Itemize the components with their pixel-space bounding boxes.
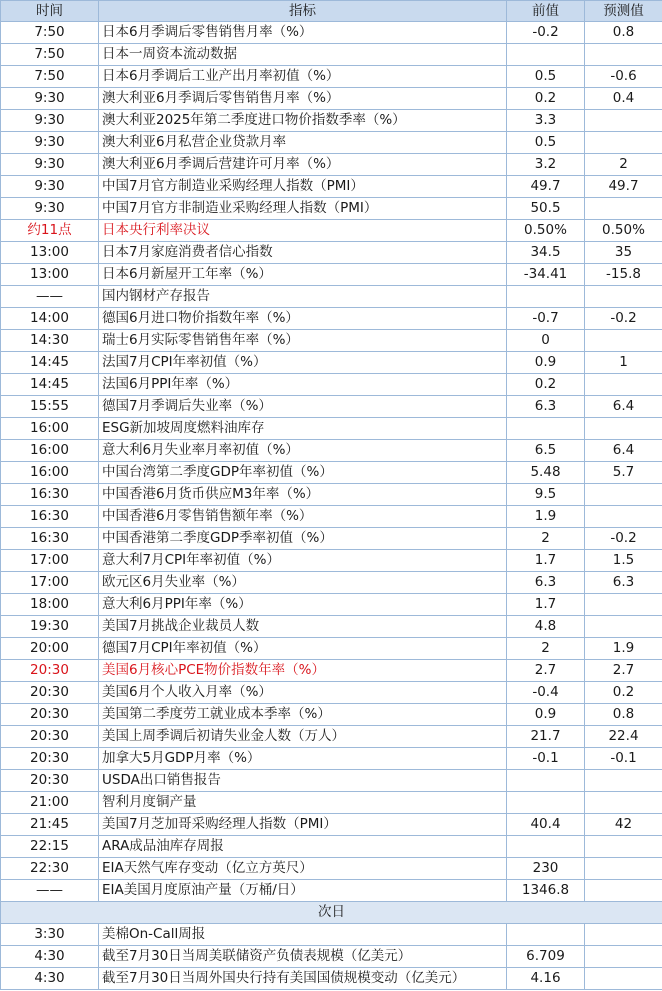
- row-time: ——: [1, 880, 99, 902]
- row-time: 14:30: [1, 330, 99, 352]
- table-row: [1, 616, 662, 638]
- row-forecast: 0.8: [585, 704, 662, 726]
- row-time: 17:00: [1, 572, 99, 594]
- table-row: [1, 242, 662, 264]
- row-previous: [507, 924, 585, 946]
- row-previous: 6.709: [507, 946, 585, 968]
- row-forecast: 1.9: [585, 638, 662, 660]
- row-time: 9:30: [1, 110, 99, 132]
- table-row: [1, 638, 662, 660]
- row-indicator: 中国7月官方非制造业采购经理人指数（PMI）: [99, 198, 507, 220]
- table-row: [1, 88, 662, 110]
- row-forecast: 6.4: [585, 440, 662, 462]
- row-time: 9:30: [1, 198, 99, 220]
- row-forecast: 1: [585, 352, 662, 374]
- row-forecast: [585, 484, 662, 506]
- row-previous: 0.9: [507, 352, 585, 374]
- table-row: [1, 572, 662, 594]
- row-previous: 0.5: [507, 66, 585, 88]
- table-row: [1, 374, 662, 396]
- row-forecast: 0.2: [585, 682, 662, 704]
- row-previous: [507, 286, 585, 308]
- row-time: 14:00: [1, 308, 99, 330]
- row-forecast: [585, 44, 662, 66]
- row-forecast: 42: [585, 814, 662, 836]
- row-previous: 1.9: [507, 506, 585, 528]
- row-indicator: 美国第二季度劳工就业成本季率（%）: [99, 704, 507, 726]
- row-indicator: 中国台湾第二季度GDP年率初值（%）: [99, 462, 507, 484]
- row-previous: 1.7: [507, 550, 585, 572]
- row-indicator: 日本6月季调后工业产出月率初值（%）: [99, 66, 507, 88]
- row-previous: 0.50%: [507, 220, 585, 242]
- row-previous: 3.2: [507, 154, 585, 176]
- row-indicator: ESG新加坡周度燃料油库存: [99, 418, 507, 440]
- row-forecast: 2: [585, 154, 662, 176]
- row-time: 4:30: [1, 946, 99, 968]
- table-row: [1, 660, 662, 682]
- row-indicator: 美国7月挑战企业裁员人数: [99, 616, 507, 638]
- table-row: [1, 176, 662, 198]
- row-forecast: 0.8: [585, 22, 662, 44]
- row-indicator: 日本6月新屋开工年率（%）: [99, 264, 507, 286]
- row-time: 19:30: [1, 616, 99, 638]
- header-row: [1, 1, 662, 22]
- table-row: [1, 264, 662, 286]
- row-indicator: 日本6月季调后零售销售月率（%）: [99, 22, 507, 44]
- row-time: 7:50: [1, 44, 99, 66]
- table-row: [1, 792, 662, 814]
- row-forecast: 1.5: [585, 550, 662, 572]
- row-forecast: 22.4: [585, 726, 662, 748]
- header-previous: 前值: [507, 1, 585, 22]
- row-previous: 2: [507, 528, 585, 550]
- table-row: [1, 418, 662, 440]
- header-time: 时间: [1, 1, 99, 22]
- table-row: [1, 814, 662, 836]
- row-indicator: 澳大利亚2025年第二季度进口物价指数季率（%）: [99, 110, 507, 132]
- row-indicator: 中国香港6月零售销售额年率（%）: [99, 506, 507, 528]
- row-previous: 0.5: [507, 132, 585, 154]
- row-indicator: 澳大利亚6月私营企业贷款月率: [99, 132, 507, 154]
- row-previous: 2: [507, 638, 585, 660]
- row-time: 20:30: [1, 704, 99, 726]
- row-previous: 6.3: [507, 572, 585, 594]
- row-indicator: 德国6月进口物价指数年率（%）: [99, 308, 507, 330]
- row-previous: 5.48: [507, 462, 585, 484]
- row-indicator: 截至7月30日当周美联储资产负债表规模（亿美元）: [99, 946, 507, 968]
- row-previous: 4.16: [507, 968, 585, 990]
- row-forecast: [585, 616, 662, 638]
- row-time: 16:00: [1, 462, 99, 484]
- table-row: [1, 682, 662, 704]
- row-previous: [507, 836, 585, 858]
- row-forecast: [585, 858, 662, 880]
- row-forecast: 35: [585, 242, 662, 264]
- row-indicator: 美国上周季调后初请失业金人数（万人）: [99, 726, 507, 748]
- row-forecast: [585, 330, 662, 352]
- row-time: 14:45: [1, 374, 99, 396]
- row-time: 16:00: [1, 418, 99, 440]
- row-time: 7:50: [1, 22, 99, 44]
- row-previous: 0.2: [507, 88, 585, 110]
- row-indicator: 日本7月家庭消费者信心指数: [99, 242, 507, 264]
- table-row: [1, 198, 662, 220]
- table-row: [1, 880, 662, 902]
- row-previous: 1.7: [507, 594, 585, 616]
- table-row: [1, 726, 662, 748]
- row-time: 约11点: [1, 220, 99, 242]
- row-forecast: [585, 836, 662, 858]
- row-indicator: EIA天然气库存变动（亿立方英尺）: [99, 858, 507, 880]
- table-row: [1, 154, 662, 176]
- row-indicator: 瑞士6月实际零售销售年率（%）: [99, 330, 507, 352]
- row-time: 20:30: [1, 770, 99, 792]
- row-forecast: [585, 506, 662, 528]
- row-previous: 0.2: [507, 374, 585, 396]
- table-row: [1, 66, 662, 88]
- table-row: [1, 550, 662, 572]
- row-previous: [507, 44, 585, 66]
- table-row: [1, 528, 662, 550]
- table-row: [1, 704, 662, 726]
- row-time: 21:00: [1, 792, 99, 814]
- row-previous: 21.7: [507, 726, 585, 748]
- row-forecast: 2.7: [585, 660, 662, 682]
- row-time: 20:30: [1, 682, 99, 704]
- section-row-next-day: [1, 902, 662, 924]
- row-forecast: [585, 198, 662, 220]
- row-previous: 1346.8: [507, 880, 585, 902]
- row-time: 20:30: [1, 660, 99, 682]
- row-indicator: 法国6月PPI年率（%）: [99, 374, 507, 396]
- row-time: 16:30: [1, 528, 99, 550]
- row-indicator: 美国7月芝加哥采购经理人指数（PMI）: [99, 814, 507, 836]
- row-time: 9:30: [1, 132, 99, 154]
- row-previous: 49.7: [507, 176, 585, 198]
- row-time: 3:30: [1, 924, 99, 946]
- row-previous: [507, 770, 585, 792]
- row-forecast: [585, 968, 662, 990]
- row-indicator: 截至7月30日当周外国央行持有美国国债规模变动（亿美元）: [99, 968, 507, 990]
- row-time: 20:30: [1, 726, 99, 748]
- row-previous: 0.9: [507, 704, 585, 726]
- row-time: 16:30: [1, 506, 99, 528]
- table-row: [1, 110, 662, 132]
- row-indicator: ARA成品油库存周报: [99, 836, 507, 858]
- row-previous: 40.4: [507, 814, 585, 836]
- table-row: [1, 22, 662, 44]
- table-row: [1, 286, 662, 308]
- row-forecast: [585, 924, 662, 946]
- row-previous: 34.5: [507, 242, 585, 264]
- row-indicator: 美国6月个人收入月率（%）: [99, 682, 507, 704]
- header-indicator: 指标: [99, 1, 507, 22]
- row-time: 22:30: [1, 858, 99, 880]
- table-row: [1, 924, 662, 946]
- table-row: [1, 594, 662, 616]
- row-time: ——: [1, 286, 99, 308]
- row-forecast: -0.2: [585, 308, 662, 330]
- row-previous: 0: [507, 330, 585, 352]
- row-previous: [507, 418, 585, 440]
- row-previous: 6.3: [507, 396, 585, 418]
- row-previous: 230: [507, 858, 585, 880]
- row-time: 17:00: [1, 550, 99, 572]
- row-forecast: [585, 594, 662, 616]
- row-time: 16:00: [1, 440, 99, 462]
- row-indicator: 澳大利亚6月季调后营建许可月率（%）: [99, 154, 507, 176]
- row-time: 13:00: [1, 264, 99, 286]
- row-previous: -0.1: [507, 748, 585, 770]
- row-indicator: 德国7月季调后失业率（%）: [99, 396, 507, 418]
- row-time: 16:30: [1, 484, 99, 506]
- table-row: [1, 748, 662, 770]
- row-time: 9:30: [1, 176, 99, 198]
- row-indicator: 国内钢材产存报告: [99, 286, 507, 308]
- row-indicator: 欧元区6月失业率（%）: [99, 572, 507, 594]
- row-forecast: [585, 132, 662, 154]
- table-row: [1, 396, 662, 418]
- row-forecast: [585, 880, 662, 902]
- row-time: 20:30: [1, 748, 99, 770]
- row-indicator: 美棉On-Call周报: [99, 924, 507, 946]
- row-previous: -0.2: [507, 22, 585, 44]
- row-indicator: 中国7月官方制造业采购经理人指数（PMI）: [99, 176, 507, 198]
- table-row: [1, 44, 662, 66]
- table-row: [1, 462, 662, 484]
- row-indicator: 意大利6月PPI年率（%）: [99, 594, 507, 616]
- table-row: [1, 484, 662, 506]
- row-forecast: -0.2: [585, 528, 662, 550]
- row-time: 13:00: [1, 242, 99, 264]
- row-previous: 50.5: [507, 198, 585, 220]
- row-time: 22:15: [1, 836, 99, 858]
- table-row: [1, 858, 662, 880]
- table-row: [1, 836, 662, 858]
- section-label: 次日: [1, 902, 662, 924]
- row-forecast: [585, 770, 662, 792]
- table-row: [1, 330, 662, 352]
- row-indicator: 澳大利亚6月季调后零售销售月率（%）: [99, 88, 507, 110]
- row-indicator: 日本央行利率决议: [99, 220, 507, 242]
- row-forecast: 6.4: [585, 396, 662, 418]
- row-indicator: 加拿大5月GDP月率（%）: [99, 748, 507, 770]
- row-forecast: 5.7: [585, 462, 662, 484]
- table-row: [1, 132, 662, 154]
- row-time: 9:30: [1, 88, 99, 110]
- row-forecast: 0.4: [585, 88, 662, 110]
- table-row: [1, 506, 662, 528]
- row-forecast: [585, 286, 662, 308]
- table-row: [1, 946, 662, 968]
- row-forecast: [585, 418, 662, 440]
- table-row: [1, 440, 662, 462]
- table-row: [1, 352, 662, 374]
- row-indicator: 日本一周资本流动数据: [99, 44, 507, 66]
- row-forecast: [585, 946, 662, 968]
- row-previous: 3.3: [507, 110, 585, 132]
- row-time: 20:00: [1, 638, 99, 660]
- row-indicator: 法国7月CPI年率初值（%）: [99, 352, 507, 374]
- row-indicator: 智利月度铜产量: [99, 792, 507, 814]
- row-previous: 4.8: [507, 616, 585, 638]
- row-indicator: 意大利7月CPI年率初值（%）: [99, 550, 507, 572]
- row-previous: -34.41: [507, 264, 585, 286]
- row-indicator: 中国香港第二季度GDP季率初值（%）: [99, 528, 507, 550]
- header-forecast: 预测值: [585, 1, 662, 22]
- row-forecast: [585, 792, 662, 814]
- row-indicator: 意大利6月失业率月率初值（%）: [99, 440, 507, 462]
- row-previous: [507, 792, 585, 814]
- table-row: [1, 770, 662, 792]
- row-time: 14:45: [1, 352, 99, 374]
- row-time: 18:00: [1, 594, 99, 616]
- row-indicator: 德国7月CPI年率初值（%）: [99, 638, 507, 660]
- row-forecast: 6.3: [585, 572, 662, 594]
- row-forecast: [585, 110, 662, 132]
- row-forecast: [585, 374, 662, 396]
- row-previous: 2.7: [507, 660, 585, 682]
- row-previous: -0.7: [507, 308, 585, 330]
- row-indicator: USDA出口销售报告: [99, 770, 507, 792]
- row-forecast: -0.6: [585, 66, 662, 88]
- row-forecast: 49.7: [585, 176, 662, 198]
- row-previous: 6.5: [507, 440, 585, 462]
- row-time: 4:30: [1, 968, 99, 990]
- table-row: [1, 220, 662, 242]
- table-body: [1, 22, 662, 990]
- row-time: 21:45: [1, 814, 99, 836]
- row-forecast: 0.50%: [585, 220, 662, 242]
- row-indicator: 美国6月核心PCE物价指数年率（%）: [99, 660, 507, 682]
- row-forecast: -0.1: [585, 748, 662, 770]
- row-previous: 9.5: [507, 484, 585, 506]
- row-forecast: -15.8: [585, 264, 662, 286]
- row-previous: -0.4: [507, 682, 585, 704]
- row-indicator: EIA美国月度原油产量（万桶/日）: [99, 880, 507, 902]
- row-time: 15:55: [1, 396, 99, 418]
- row-time: 9:30: [1, 154, 99, 176]
- table-row: [1, 968, 662, 990]
- row-indicator: 中国香港6月货币供应M3年率（%）: [99, 484, 507, 506]
- row-time: 7:50: [1, 66, 99, 88]
- table-row: [1, 308, 662, 330]
